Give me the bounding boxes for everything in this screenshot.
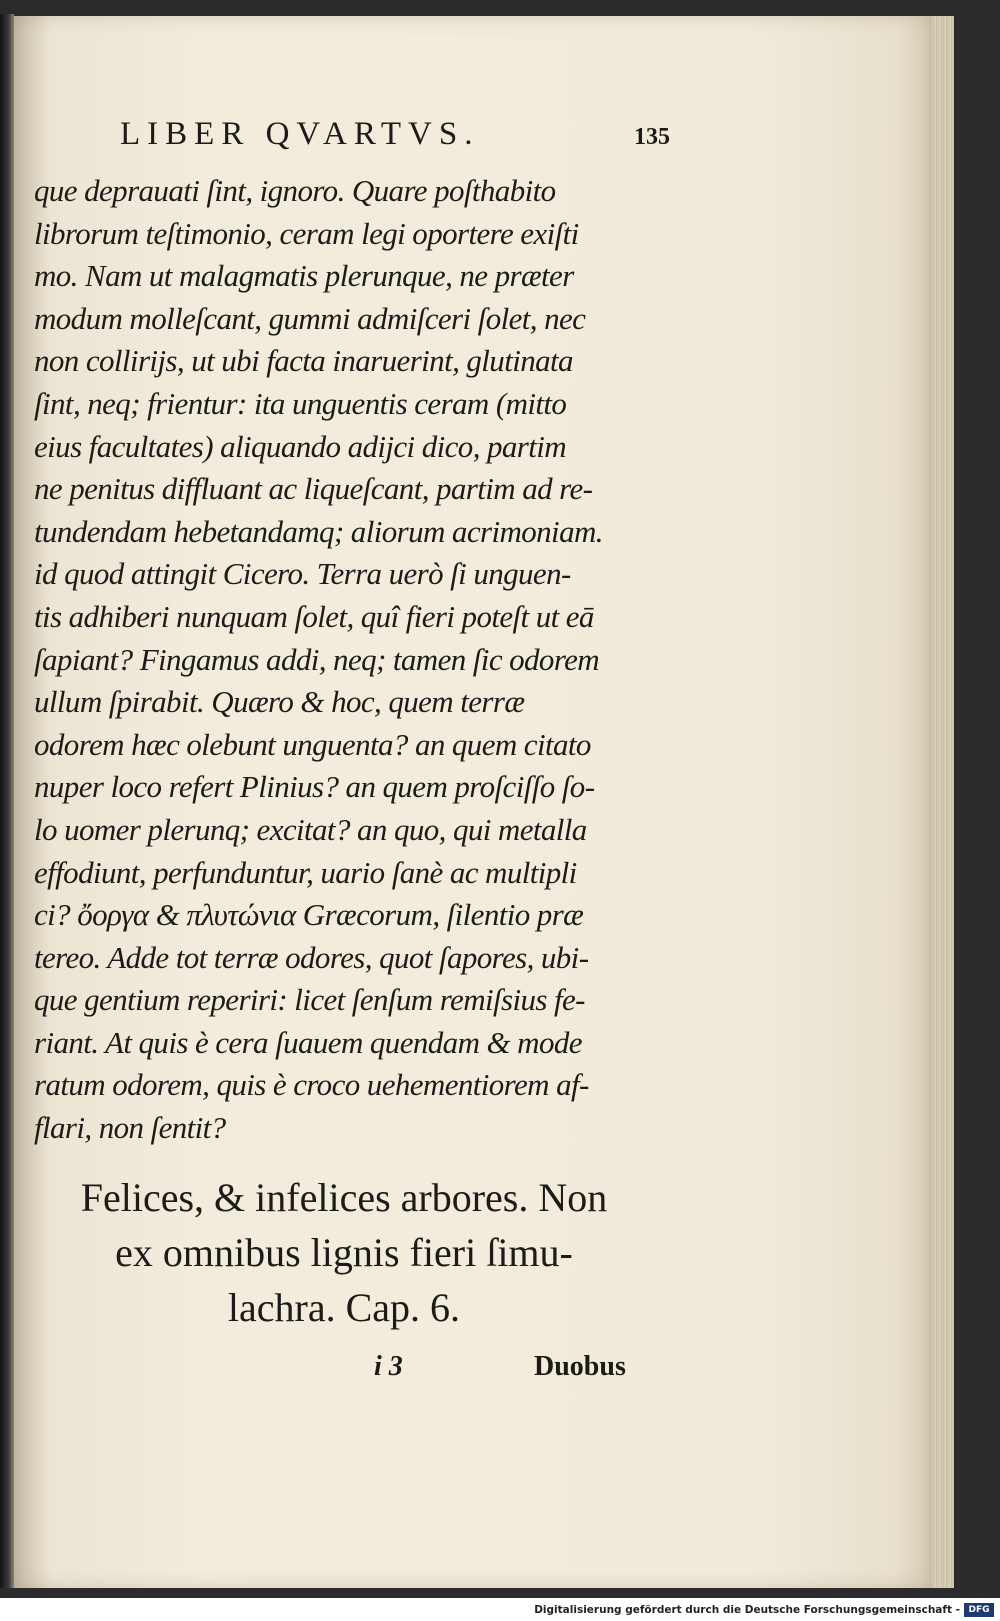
text-line: que gentium reperiri: licet ſenſum remiſsius fe- (34, 982, 585, 1018)
text-line: eius facultates) aliquando adijci dico, partim (34, 428, 567, 464)
page-fore-edge (932, 16, 954, 1588)
text-line: ne penitus diffluant ac liqueſcant, partim ad re- (34, 471, 593, 507)
body-text (34, 170, 674, 1150)
funding-credit: Digitalisierung gefördert durch die Deutsche Forschungsgemeinschaft - (534, 1604, 960, 1616)
dfg-logo: DFG (964, 1603, 994, 1617)
text-line: ſint, neq; frientur: ita unguentis ceram (mitto (34, 385, 567, 421)
page-footer (34, 1345, 674, 1395)
running-title: LIBER QVARTVS. (120, 116, 480, 152)
text-line: riant. At quis è cera ſuauem quendam & mode (34, 1024, 582, 1060)
text-line: odorem hæc olebunt unguenta? an quem citato (34, 726, 591, 762)
text-line: tundendam hebetandamq; aliorum acrimoniam. (34, 513, 603, 549)
page-text-block (34, 116, 674, 1395)
text-line: flari, non ſentit? (34, 1110, 226, 1146)
running-header (34, 116, 674, 170)
chapter-heading-line: lachra. Cap. 6. (227, 1284, 461, 1330)
text-line: nuper loco refert Plinius? an quem proſciſſo ſo- (34, 769, 595, 805)
text-line: effodiunt, perfunduntur, uario ſanè ac multipli (34, 854, 577, 890)
text-line: ullum ſpirabit. Quæro & hoc, quem terræ (34, 684, 525, 720)
text-line: ci? ὄοργα & πλυτώνια Græcorum, ſilentio præ (34, 897, 584, 933)
page-number: 135 (634, 124, 670, 150)
text-line: non collirijs, ut ubi facta inaruerint, glutinata (34, 343, 573, 379)
chapter-heading-line: ex omnibus lignis fieri ſimu- (115, 1229, 573, 1275)
text-line: modum molleſcant, gummi admiſceri ſolet, nec (34, 300, 586, 336)
chapter-heading (34, 1170, 654, 1335)
text-line: lo uomer plerunq; excitat? an quo, qui metalla (34, 811, 587, 847)
book-binding (0, 14, 14, 1588)
catchword: Duobus (534, 1350, 626, 1382)
text-line: tereo. Adde tot terræ odores, quot ſapores, ubi- (34, 939, 589, 975)
text-line: que deprauati ſint, ignoro. Quare poſthabito (34, 173, 556, 208)
text-line: id quod attingit Cicero. Terra uerò ſi unguen- (34, 556, 571, 592)
text-line: mo. Nam ut malagmatis plerunque, ne præter (34, 258, 574, 294)
chapter-heading-line: Felices, & infelices arbores. Non (80, 1174, 608, 1220)
text-line: ſapiant? Fingamus addi, neq; tamen ſic odorem (34, 641, 600, 677)
text-line: tis adhiberi nunquam ſolet, quî fieri poteſt ut eā (34, 598, 594, 634)
signature-mark: i 3 (374, 1350, 403, 1382)
text-line: ratum odorem, quis è croco uehementiorem af- (34, 1067, 589, 1103)
text-line: librorum teſtimonio, ceram legi oportere exiſti (34, 215, 579, 251)
